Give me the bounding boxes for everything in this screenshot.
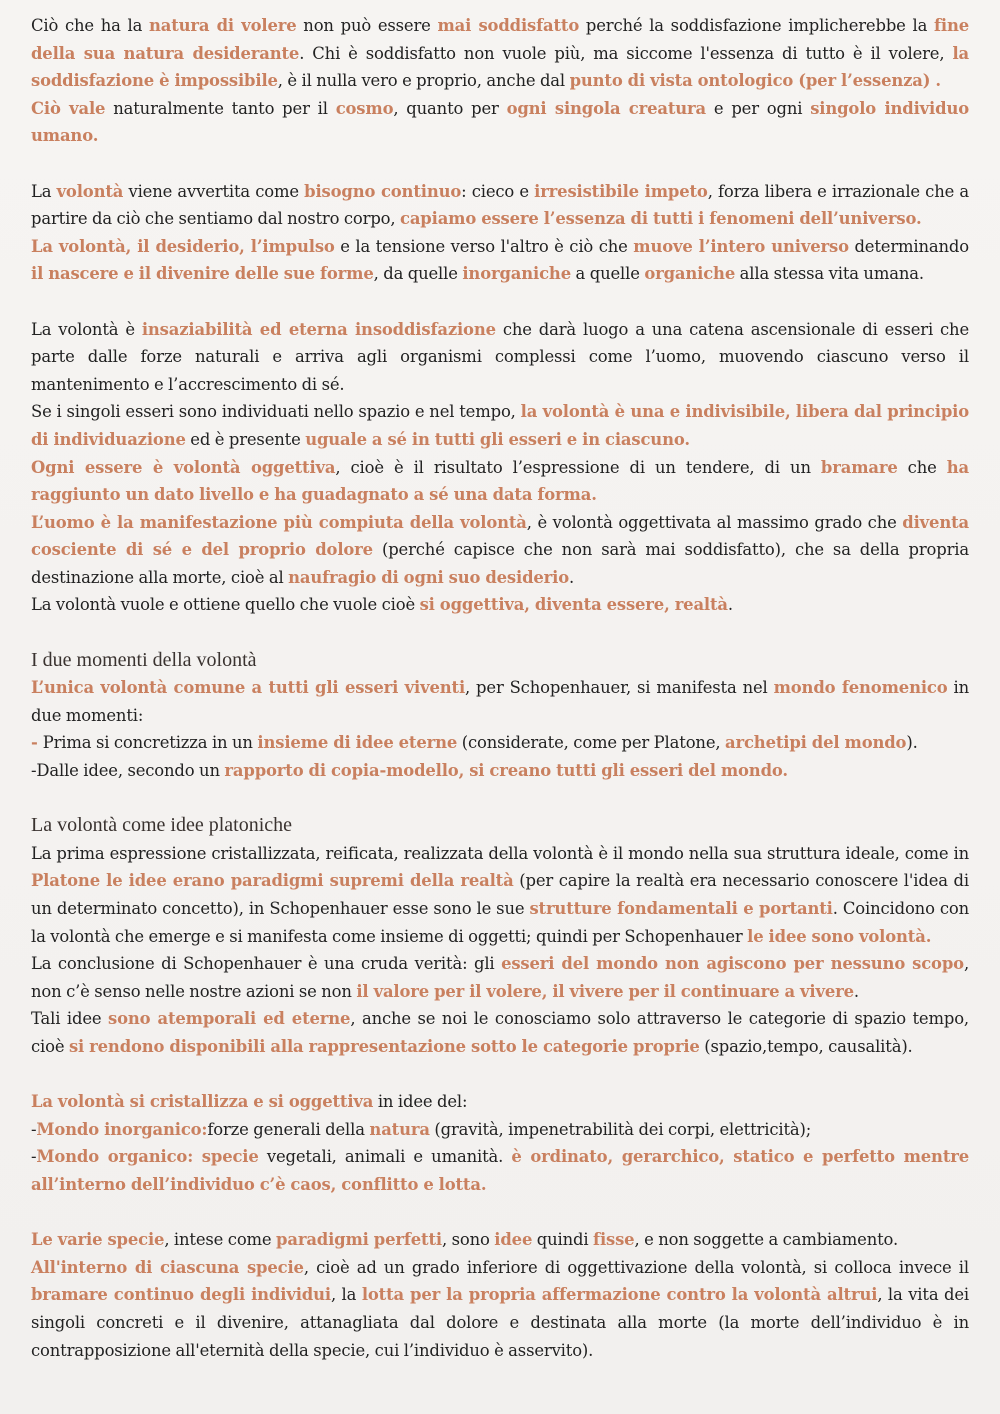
text-run: , quanto per	[393, 98, 507, 118]
highlighted-phrase: il nascere e il divenire delle sue forme	[31, 264, 374, 284]
highlighted-phrase: insieme di idee eterne	[257, 733, 458, 753]
highlighted-phrase: bisogno continuo	[304, 181, 462, 201]
text-line	[31, 1088, 969, 1116]
highlighted-phrase: si oggettiva, diventa essere, realtà	[419, 595, 728, 615]
highlighted-phrase: capiamo essere l’essenza di tutti i fenomeni dell’universo.	[400, 209, 922, 229]
text-run: (gravità, impenetrabilità dei corpi, elettricità);	[429, 1119, 812, 1139]
text-run: .	[727, 595, 733, 615]
highlighted-phrase: fisse	[593, 1230, 635, 1250]
text-run: , la vita dei singoli concreti e il divenire, attanagliata dal dolore e destinata alla morte (la morte dell’individuo è in contrapposizione all'eternità della specie, cui l’individuo è asservito).	[31, 1285, 969, 1360]
highlighted-phrase: la volontà è una e indivisibile, libera dal principio di individuazione	[31, 402, 969, 449]
text-run: , non c’è senso nelle nostre azioni se non	[31, 954, 969, 1001]
text-run: : cieco e	[461, 181, 535, 201]
text-run: , forza libera e irrazionale che a partire da ciò che sentiamo dal nostro corpo,	[31, 181, 969, 229]
highlighted-phrase: lotta per la propria affermazione contro la volontà altrui	[361, 1285, 878, 1305]
text-run: , e non soggette a cambiamento.	[634, 1230, 899, 1250]
highlighted-phrase: rapporto di copia-modello, si creano tutti gli esseri del mondo.	[224, 761, 788, 781]
paragraph	[31, 840, 969, 1061]
highlighted-phrase: il valore per il volere, il vivere per il continuare a vivere	[356, 981, 854, 1001]
highlighted-phrase: La volontà, il desiderio, l’impulso	[31, 236, 335, 256]
highlighted-phrase: esseri del mondo non agiscono per nessuno scopo	[501, 954, 964, 974]
paragraph-spacer	[31, 619, 969, 647]
highlighted-phrase: ha raggiunto un dato livello e ha guadagnato a sé una data forma.	[31, 457, 969, 505]
highlighted-phrase: Platone le idee erano paradigmi supremi della realtà	[31, 871, 514, 891]
paragraph-spacer	[31, 1199, 969, 1227]
highlighted-phrase: strutture fondamentali e portanti	[529, 899, 833, 918]
text-run: vegetali, animali e umanità.	[258, 1147, 512, 1167]
text-run: che darà luogo a una catena ascensionale di esseri che parte dalle forze naturali e arriva agli organismi complessi come l’uomo, muovendo ciascuno verso il mantenimento e l’accrescimento di sé.	[31, 319, 969, 394]
document-body	[31, 12, 969, 1364]
text-run: .	[853, 981, 859, 1001]
paragraph	[31, 674, 969, 729]
highlighted-phrase: è ordinato, gerarchico, statico e perfetto mentre all’interno dell’individuo c’è caos, conflitto e lotta.	[31, 1147, 969, 1194]
highlighted-phrase: volontà	[56, 181, 124, 201]
text-run: Se i singoli esseri sono individuati nello spazio e nel tempo,	[31, 402, 521, 422]
text-run: ).	[906, 733, 918, 753]
text-run: forze generali della	[207, 1119, 370, 1139]
highlighted-phrase: la soddisfazione è impossibile	[31, 43, 969, 91]
highlighted-phrase: singolo individuo umano.	[31, 98, 969, 146]
highlighted-phrase: Ogni essere è volontà oggettiva	[31, 457, 336, 477]
text-run: (perché capisce che non sarà mai soddisfatto), che sa della propria destinazione alla morte, cioè al	[31, 540, 969, 587]
text-line	[31, 757, 969, 785]
highlighted-phrase: muove l’intero universo	[633, 236, 849, 256]
text-run: -	[31, 1147, 37, 1167]
highlighted-phrase: punto di vista ontologico (per l’essenza) .	[569, 71, 941, 91]
text-run: , cioè è il risultato l’espressione di un tendere, di un	[335, 457, 821, 477]
paragraph	[31, 1226, 969, 1364]
highlighted-phrase: archetipi del mondo	[725, 733, 907, 753]
highlighted-phrase: L’uomo è la manifestazione più compiuta della volontà	[31, 512, 527, 532]
text-run: , sono	[441, 1230, 495, 1250]
text-run: , la	[330, 1285, 362, 1305]
text-run: alla stessa vita umana.	[735, 264, 924, 284]
text-run: , è volontà oggettivata al massimo grado che	[526, 512, 903, 532]
section-heading: La volontà come idee platoniche	[31, 814, 293, 837]
highlighted-phrase: Mondo inorganico:	[36, 1119, 208, 1139]
text-run: La volontà vuole e ottiene quello che vuole cioè	[31, 595, 420, 615]
text-run: . Coincidono con la volontà che emerge e si manifesta come insieme di oggetti; quindi per Schopenhauer	[31, 899, 970, 946]
text-run: ed è presente	[185, 429, 306, 449]
text-run: Ciò che ha la	[31, 16, 149, 35]
text-line	[31, 1116, 969, 1144]
text-run: in idee del:	[373, 1092, 468, 1112]
highlighted-phrase: L’unica volontà comune a tutti gli esseri viventi	[31, 678, 466, 698]
text-run: (spazio,tempo, causalità).	[699, 1036, 913, 1056]
highlighted-phrase: insaziabilità ed eterna insoddisfazione	[141, 319, 496, 339]
text-run: , cioè ad un grado inferiore di oggettivazione della volontà, si colloca invece il	[303, 1257, 969, 1277]
text-run: -Dalle idee, secondo un	[31, 761, 225, 781]
text-run: Tali idee	[31, 1009, 109, 1029]
highlighted-phrase: Le varie specie	[31, 1230, 165, 1250]
paragraph	[31, 1143, 969, 1198]
text-run: Prima si concretizza in un	[42, 733, 258, 753]
highlighted-phrase: paradigmi perfetti	[276, 1230, 442, 1250]
text-run: , da quelle	[373, 264, 463, 284]
highlighted-phrase: inorganiche	[462, 264, 571, 284]
highlighted-phrase: cosmo	[335, 98, 394, 118]
highlighted-phrase: All'interno di ciascuna specie	[31, 1257, 304, 1277]
text-line	[31, 729, 969, 757]
highlighted-phrase: Mondo organico: specie	[36, 1147, 259, 1167]
text-run: , intese come	[164, 1230, 277, 1250]
text-run: a quelle	[570, 264, 645, 284]
highlighted-phrase: fine della sua natura desiderante	[31, 16, 969, 63]
paragraph-spacer	[31, 288, 969, 316]
highlighted-phrase: bramare continuo degli individui	[31, 1285, 331, 1305]
text-run: (considerate, come per Platone,	[457, 733, 726, 753]
paragraph	[31, 178, 969, 288]
paragraph	[31, 316, 969, 620]
highlighted-phrase: natura	[369, 1119, 430, 1139]
text-run: che	[897, 457, 947, 477]
highlighted-phrase: organiche	[644, 264, 736, 284]
highlighted-phrase: ogni singola creatura	[506, 98, 707, 118]
paragraph-spacer	[31, 1061, 969, 1089]
highlighted-phrase: naufragio di ogni suo desiderio	[288, 567, 570, 587]
text-run: La prima espressione cristallizzata, reificata, realizzata della volontà è il mondo nella sua struttura ideale, come in	[31, 843, 969, 863]
text-run: , è il nulla vero e proprio, anche dal	[277, 71, 570, 91]
highlighted-phrase: Ciò vale	[31, 98, 106, 118]
text-run: , anche se noi le conosciamo solo attraverso le categorie di spazio tempo, cioè	[31, 1009, 969, 1056]
highlighted-phrase: natura di volere	[148, 16, 297, 35]
text-run: perché la soddisfazione implicherebbe la	[579, 16, 934, 35]
text-run: determinando	[848, 236, 969, 256]
text-run: viene avvertita come	[123, 181, 305, 201]
text-run: naturalmente tanto per il	[105, 98, 336, 118]
highlighted-phrase: mai soddisfatto	[437, 16, 580, 35]
text-run: La conclusione di Schopenhauer è una cruda verità: gli	[31, 954, 502, 974]
highlighted-phrase: diventa cosciente di sé e del proprio dolore	[31, 512, 969, 560]
paragraph-spacer	[31, 785, 969, 813]
text-run: La volontà è	[31, 319, 142, 339]
highlighted-phrase: bramare	[820, 457, 898, 477]
text-run: non può essere	[296, 16, 438, 35]
text-run: .	[569, 567, 575, 587]
highlighted-phrase: mondo fenomenico	[773, 678, 948, 698]
highlighted-phrase: uguale a sé in tutti gli esseri e in ciascuno.	[305, 429, 690, 449]
highlighted-phrase: idee	[494, 1230, 533, 1250]
text-run: , per Schopenhauer, si manifesta nel	[465, 678, 774, 698]
text-run: La	[31, 181, 57, 201]
text-run: quindi	[532, 1230, 594, 1250]
highlighted-phrase: -	[31, 733, 43, 753]
section-heading: I due momenti della volontà	[31, 648, 257, 671]
paragraph	[31, 12, 969, 150]
highlighted-phrase: le idee sono volontà.	[747, 926, 932, 946]
highlighted-phrase: La volontà si cristallizza e si oggettiva	[31, 1092, 374, 1112]
text-run: e per ogni	[706, 98, 811, 118]
text-run: -	[31, 1119, 37, 1139]
highlighted-phrase: irresistibile impeto	[534, 181, 708, 201]
paragraph-spacer	[31, 150, 969, 178]
text-run: e la tensione verso l'altro è ciò che	[334, 236, 634, 256]
highlighted-phrase: sono atemporali ed eterne	[108, 1009, 351, 1029]
text-run: in due momenti:	[31, 678, 969, 725]
highlighted-phrase: si rendono disponibili alla rappresentazione sotto le categorie proprie	[68, 1036, 700, 1056]
text-run: (per capire la realtà era necessario conoscere l'idea di un determinato concetto), in Schopenhauer esse sono le sue	[31, 871, 969, 918]
text-run: . Chi è soddisfatto non vuole più, ma siccome l'essenza di tutto è il volere,	[299, 43, 953, 63]
